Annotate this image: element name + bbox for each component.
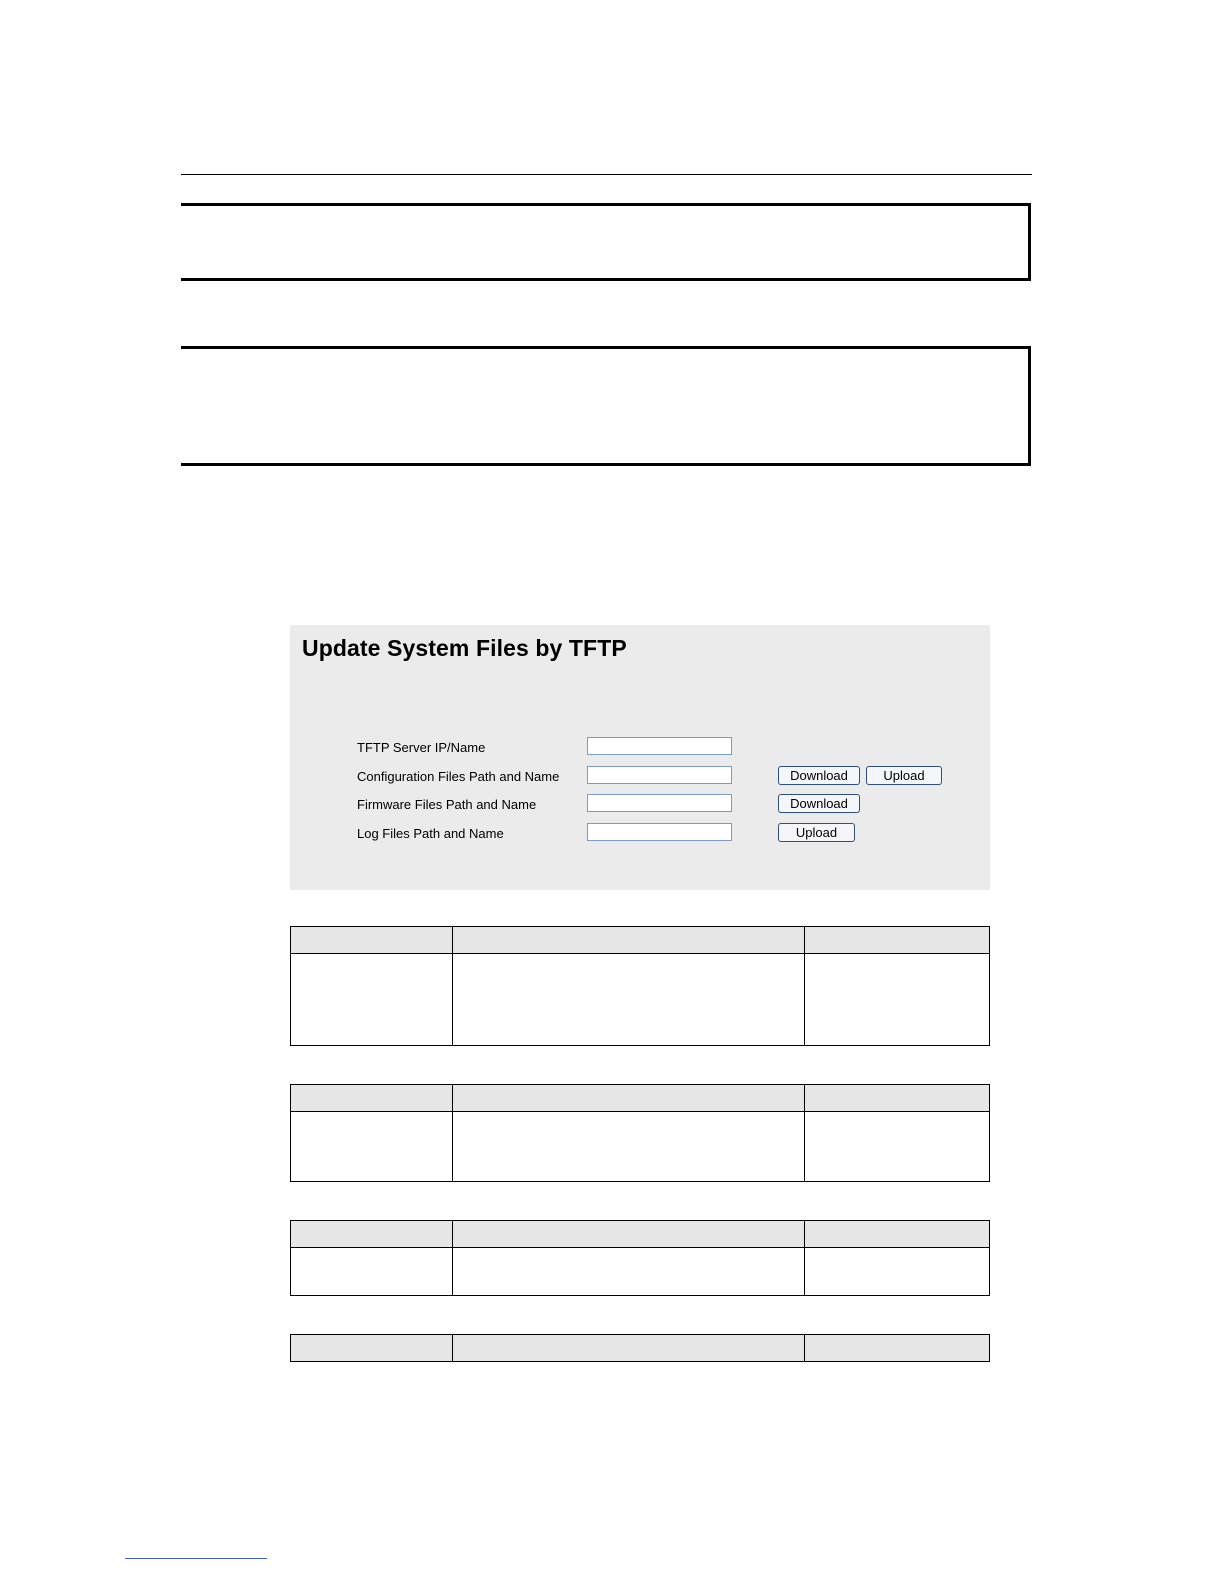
log-files-row [290,823,990,843]
log-files-label: Log Files Path and Name [357,826,504,841]
tftp-server-input[interactable] [587,737,732,755]
table-cell [805,954,990,1046]
settings-table [290,1084,990,1182]
firmware-files-input[interactable] [587,794,732,812]
config-files-row [290,766,990,786]
header-divider [181,174,1032,175]
log-upload-button[interactable]: Upload [778,823,855,842]
table-row [291,1112,990,1182]
note-box [181,203,1031,281]
tftp-server-label: TFTP Server IP/Name [357,740,486,755]
table-cell [805,1248,990,1296]
table-header-cell [805,1335,990,1362]
settings-table [290,926,990,1046]
table-header-cell [453,1221,805,1248]
table-header-cell [453,927,805,954]
tftp-update-panel [290,625,990,890]
table-cell [291,1112,453,1182]
table-header-row [291,927,990,954]
log-files-input[interactable] [587,823,732,841]
table-header-cell [291,927,453,954]
config-files-label: Configuration Files Path and Name [357,769,560,784]
settings-table [290,1334,990,1362]
table-header-cell [291,1335,453,1362]
table-header-row [291,1221,990,1248]
table-header-cell [291,1221,453,1248]
config-files-input[interactable] [587,766,732,784]
table-header-cell [453,1085,805,1112]
table-header-row [291,1335,990,1362]
table-header-cell [453,1335,805,1362]
note-box [181,346,1031,466]
table-cell [291,954,453,1046]
table-cell [453,954,805,1046]
table-cell [291,1248,453,1296]
table-cell [805,1112,990,1182]
table-row [291,954,990,1046]
config-download-button[interactable]: Download [778,766,860,785]
firmware-download-button[interactable]: Download [778,794,860,813]
table-header-cell [291,1085,453,1112]
table-header-cell [805,1221,990,1248]
footnote-divider [125,1558,267,1559]
table-header-cell [805,1085,990,1112]
config-upload-button[interactable]: Upload [866,766,942,785]
table-header-cell [805,927,990,954]
settings-table [290,1220,990,1296]
firmware-files-row [290,794,990,814]
tftp-server-row [290,737,990,757]
panel-title: Update System Files by TFTP [302,635,627,661]
firmware-files-label: Firmware Files Path and Name [357,797,537,812]
table-row [291,1248,990,1296]
table-header-row [291,1085,990,1112]
table-cell [453,1112,805,1182]
table-cell [453,1248,805,1296]
